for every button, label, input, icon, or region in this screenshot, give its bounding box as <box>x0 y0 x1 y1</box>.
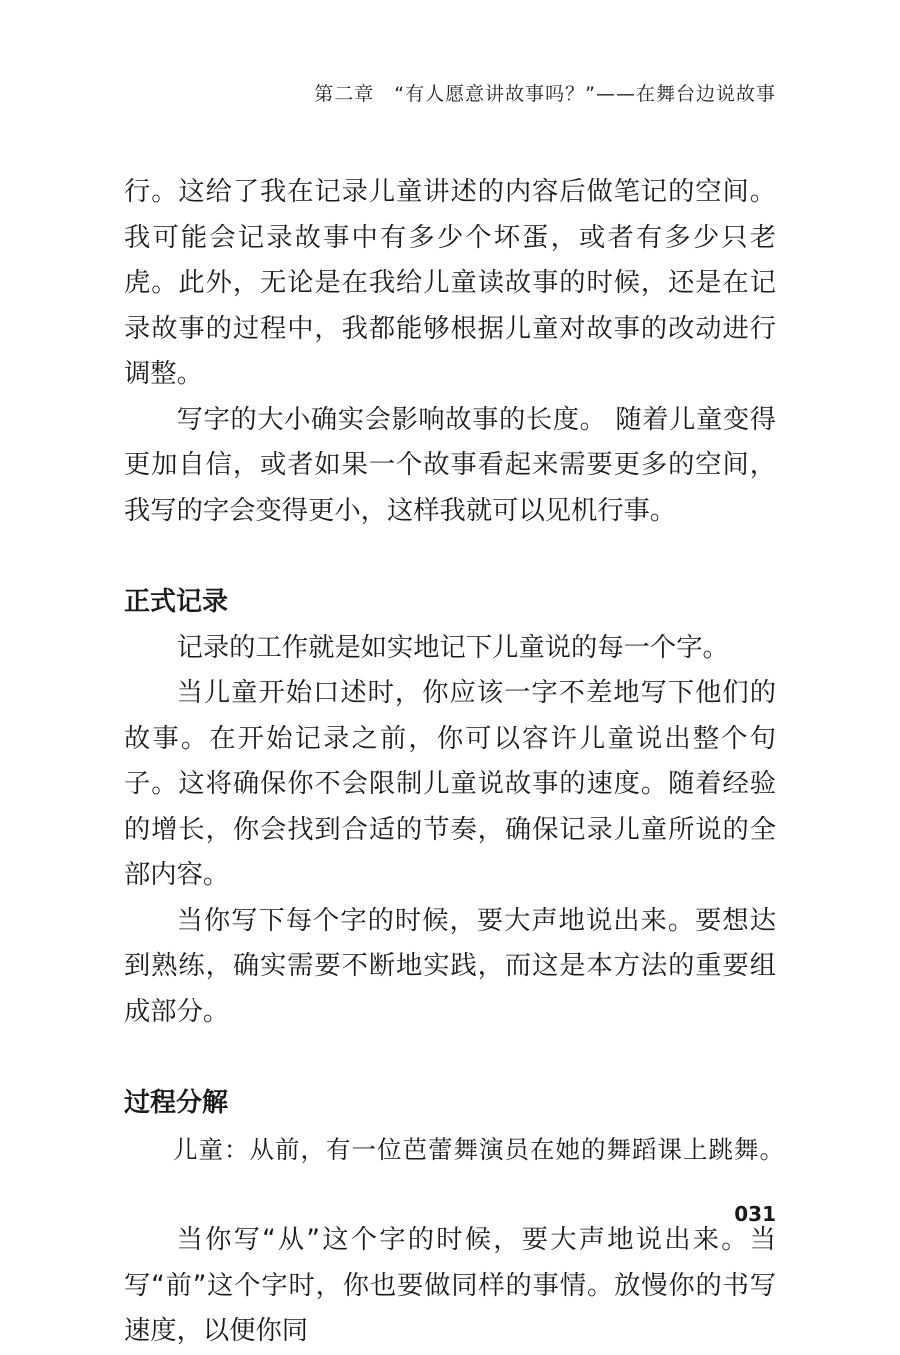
section-spacer <box>124 1035 776 1081</box>
running-header: 第二章 “有人愿意讲故事吗？”——在舞台边说故事 <box>314 83 776 105</box>
page-number: 031 <box>734 1202 776 1226</box>
section-heading-formal-recording: 正式记录 <box>124 587 229 617</box>
paragraph-write-word-aloud: 当你写“从”这个字的时候，要大声地说出来。当写“前”这个字时，你也要做同样的事情。放慢你的书写速度，以便你同 <box>124 1225 776 1346</box>
child-quote: 儿童：从前，有一位芭蕾舞演员在她的舞蹈课上跳舞。 <box>173 1134 785 1164</box>
paragraph-dictation: 当儿童开始口述时，你应该一字不差地写下他们的故事。在开始记录之前，你可以容许儿童说出整个句子。这将确保你不会限制儿童说故事的速度。随着经验的增长，你会找到合适的节奏，确保记录儿童所说的全部内容。 <box>124 678 776 890</box>
paragraph-font-size: 写字的大小确实会影响故事的长度。 随着儿童变得更加自信，或者如果一个故事看起来需要更多的空间，我写的字会变得更小，这样我就可以见机行事。 <box>124 404 776 526</box>
quote-spacer <box>124 1172 776 1218</box>
page-body <box>124 170 785 1355</box>
section-heading-process-breakdown: 过程分解 <box>124 1088 229 1118</box>
paragraph-continued: 行。这给了我在记录儿童讲述的内容后做笔记的空间。我可能会记录故事中有多少个坏蛋，或者有多少只老虎。此外，无论是在我给儿童读故事的时候，还是在记录故事的过程中，我都能够根据儿童对故事的改动进行调整。 <box>124 177 776 389</box>
paragraph-record-every-word: 记录的工作就是如实地记下儿童说的每一个字。 <box>176 632 729 663</box>
section-spacer <box>124 534 776 580</box>
paragraph-say-aloud: 当你写下每个字的时候，要大声地说出来。要想达到熟练，确实需要不断地实践，而这是本方法的重要组成部分。 <box>124 905 776 1027</box>
